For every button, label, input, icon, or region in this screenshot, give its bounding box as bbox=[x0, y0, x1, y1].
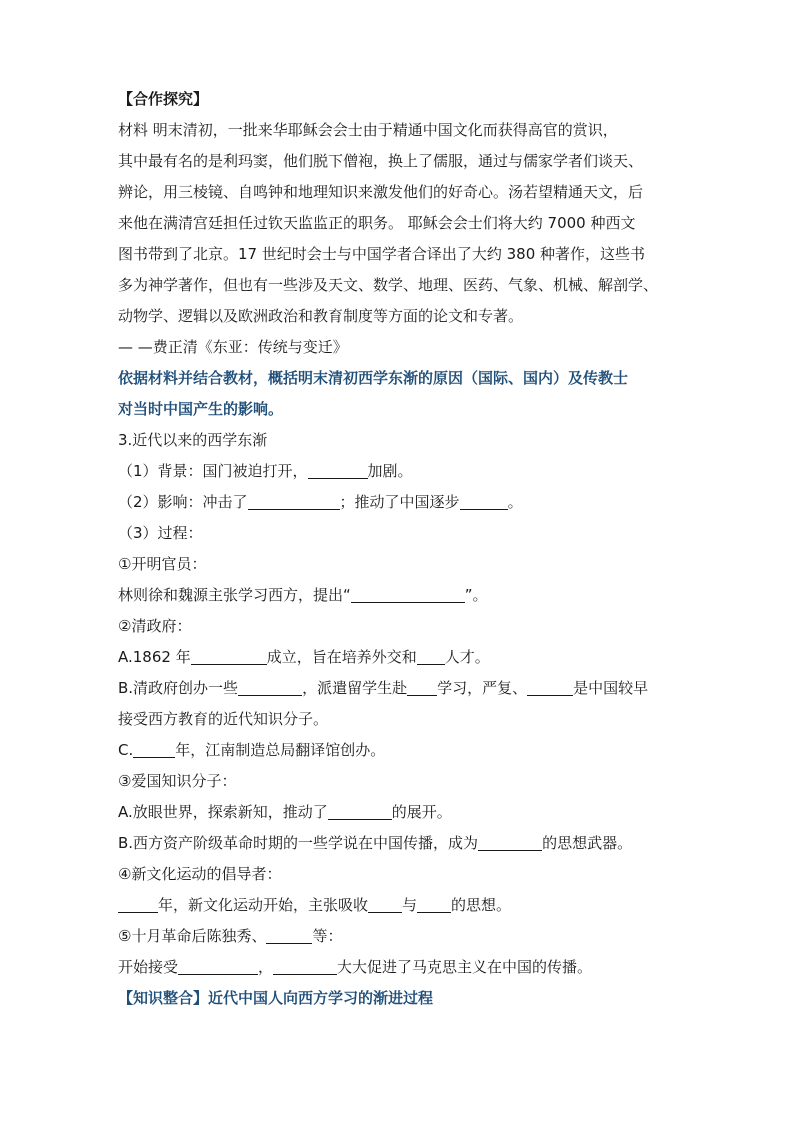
fill-blank[interactable] bbox=[328, 803, 392, 820]
document-page bbox=[118, 84, 688, 1014]
fill-blank[interactable] bbox=[308, 462, 368, 479]
fill-blank[interactable] bbox=[417, 896, 451, 913]
qing-line-c: C. 年，江南制造总局翻译馆创办。 bbox=[118, 741, 386, 759]
fill-blank[interactable] bbox=[351, 586, 465, 603]
officials-line: 林则徐和魏源主张学习西方，提出“ ”。 bbox=[118, 586, 488, 604]
fill-blank[interactable] bbox=[118, 896, 158, 913]
fill-blank[interactable] bbox=[368, 896, 402, 913]
fill-blank[interactable] bbox=[191, 648, 267, 665]
qing-line-b: B.清政府创办一些 ，派遣留学生赴 学习，严复、 是中国较早 bbox=[118, 679, 649, 697]
fill-blank[interactable] bbox=[238, 679, 302, 696]
fill-blank[interactable] bbox=[133, 741, 175, 758]
fill-blank[interactable] bbox=[273, 958, 337, 975]
question-line: 依据材料并结合教材，概括明末清初西学东渐的原因（国际、国内）及传教士 bbox=[118, 369, 629, 387]
fill-blank[interactable] bbox=[478, 834, 542, 851]
newculture-title: ④新文化运动的倡导者： bbox=[118, 865, 282, 883]
material-line: 来他在满清宫廷担任过钦天监监正的职务。 耶稣会会士们将大约 7000 种西文 bbox=[118, 214, 636, 232]
material-line: 多为神学著作，但也有一些涉及天文、数学、地理、医药、气象、机械、解剖学、 bbox=[118, 276, 659, 294]
process-title: （3）过程： bbox=[118, 524, 203, 542]
fill-blank[interactable] bbox=[266, 927, 312, 944]
fill-blank[interactable] bbox=[460, 493, 508, 510]
qing-line-a: A.1862 年 成立，旨在培养外交和 人才。 bbox=[118, 648, 490, 666]
material-block bbox=[118, 115, 688, 363]
material-line: 材料 明末清初，一批来华耶稣会会士由于精通中国文化而获得高官的赏识， bbox=[118, 121, 618, 139]
october-title: ⑤十月革命后陈独秀、 等： bbox=[118, 927, 343, 945]
impact-line: （2）影响：冲击了 ；推动了中国逐步 。 bbox=[118, 493, 523, 511]
section3-title: 3.近代以来的西学东渐 bbox=[118, 431, 268, 449]
material-line: 图书带到了北京。17 世纪时会士与中国学者合译出了大约 380 种著作，这些书 bbox=[118, 245, 646, 263]
newculture-line: 年，新文化运动开始，主张吸收 与 的思想。 bbox=[118, 890, 688, 921]
qing-title: ②清政府： bbox=[118, 617, 192, 635]
fill-blank[interactable] bbox=[417, 648, 445, 665]
fill-blank[interactable] bbox=[248, 493, 340, 510]
officials-title: ①开明官员： bbox=[118, 555, 207, 573]
intellectuals-line-a: A.放眼世界，探索新知，推动了 的展开。 bbox=[118, 803, 452, 821]
intellectuals-line-b: B.西方资产阶级革命时期的一些学说在中国传播，成为 的思想武器。 bbox=[118, 834, 633, 852]
material-line: 辨论，用三棱镜、自鸣钟和地理知识来激发他们的好奇心。汤若望精通天文，后 bbox=[118, 183, 644, 201]
integration-heading: 【知识整合】近代中国人向西方学习的渐进过程 bbox=[118, 989, 434, 1007]
material-source: — —费正清《东亚：传统与变迁》 bbox=[118, 338, 348, 356]
material-line: 动物学、逻辑以及欧洲政治和教育制度等方面的论文和专著。 bbox=[118, 307, 524, 325]
qing-line-b-cont: 接受西方教育的近代知识分子。 bbox=[118, 710, 329, 728]
october-line: 开始接受 ， 大大促进了马克思主义在中国的传播。 bbox=[118, 958, 593, 976]
fill-blank[interactable] bbox=[527, 679, 573, 696]
material-line: 其中最有名的是利玛窦，他们脱下僧袍，换上了儒服，通过与儒家学者们谈天、 bbox=[118, 152, 644, 170]
intellectuals-title: ③爱国知识分子： bbox=[118, 772, 237, 790]
background-line: （1）背景：国门被迫打开， 加剧。 bbox=[118, 462, 413, 480]
fill-blank[interactable] bbox=[178, 958, 258, 975]
question-line: 对当时中国产生的影响。 bbox=[118, 400, 284, 418]
section-heading: 【合作探究】 bbox=[118, 90, 209, 108]
fill-blank[interactable] bbox=[407, 679, 437, 696]
